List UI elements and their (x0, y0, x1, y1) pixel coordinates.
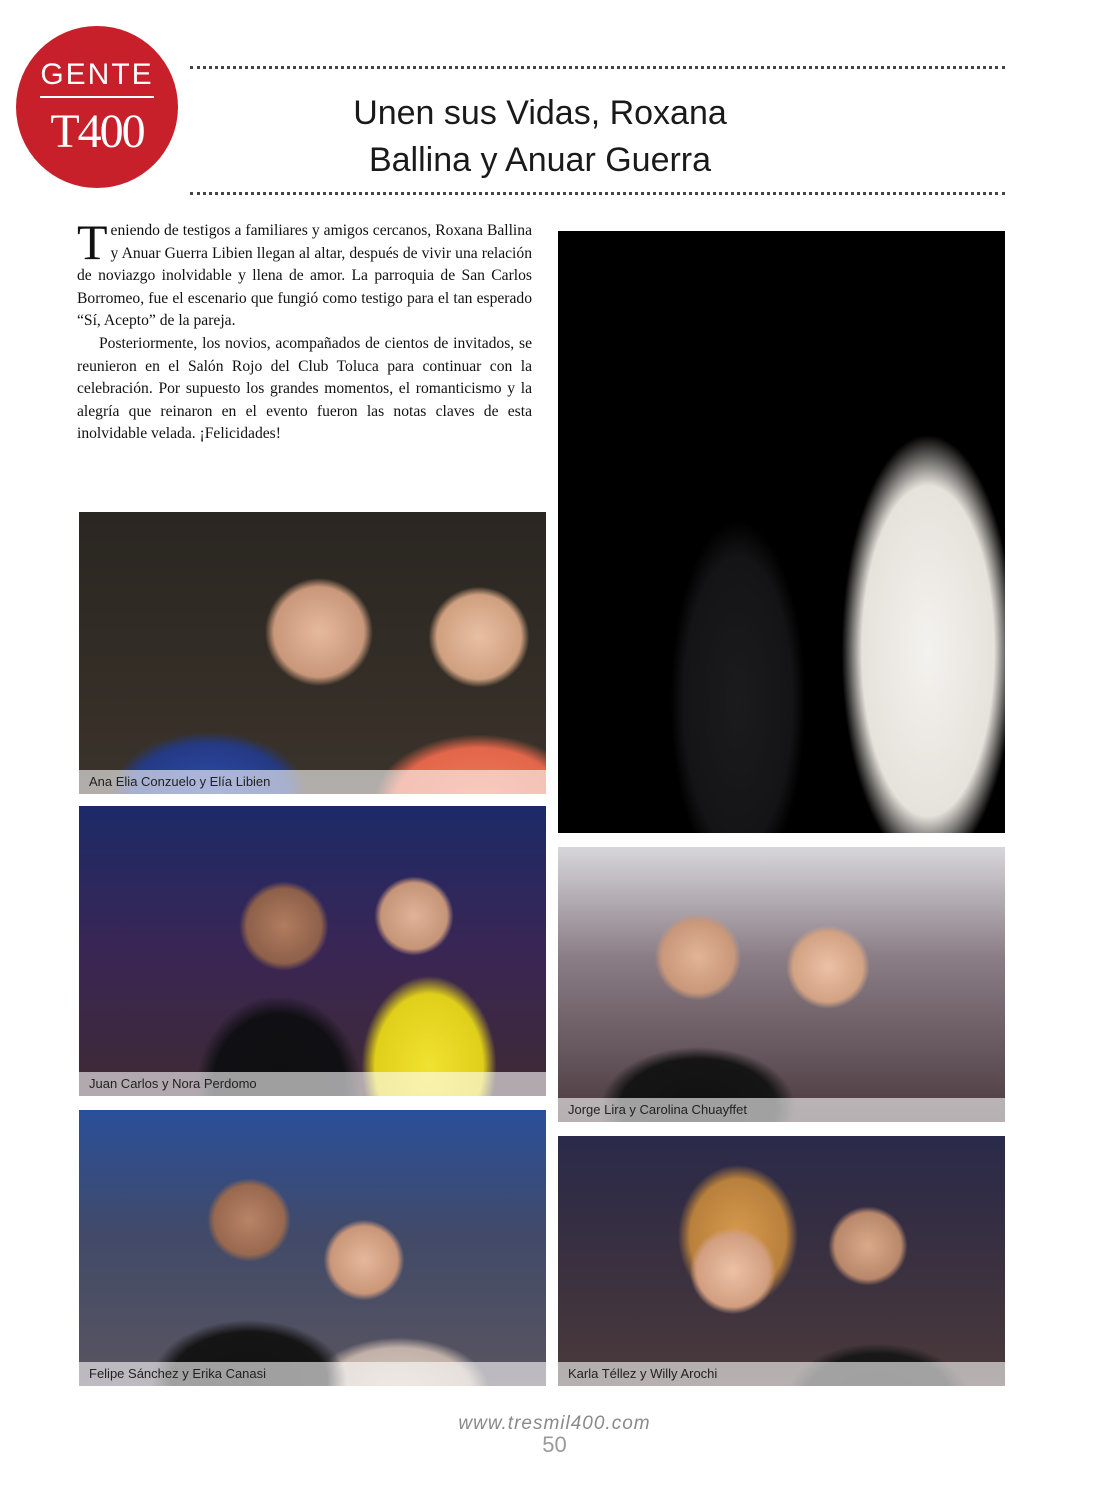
photo-ana-elia (79, 512, 546, 794)
title-line1: Unen sus Vidas, Roxana (353, 94, 727, 132)
drop-cap: T (77, 214, 108, 270)
gente-t400-logo (16, 26, 178, 188)
photo-jorge-lira (558, 847, 1005, 1122)
page-title (280, 90, 800, 184)
logo-number: 400 (77, 105, 144, 158)
photo-felipe-sanchez (79, 1110, 546, 1386)
page-number: 50 (542, 1432, 567, 1457)
photo-juan-carlos (79, 806, 546, 1096)
photo-caption: Juan Carlos y Nora Perdomo (79, 1072, 546, 1096)
photo-karla-tellez (558, 1136, 1005, 1386)
photo-caption: Jorge Lira y Carolina Chuayffet (558, 1098, 1005, 1122)
photo-bride-groom (558, 231, 1005, 833)
photo-caption: Ana Elia Conzuelo y Elía Libien (79, 770, 546, 794)
article-paragraph-1 (77, 214, 532, 333)
title-line2: Ballina y Anuar Guerra (368, 141, 712, 179)
bottom-dotted-rule (190, 192, 1005, 195)
article-paragraph-2: Posteriormente, los novios, acompañados de cientos de invitados, se reunieron en el Salón Rojo del Club Toluca para continuar con la celebración. Por supuesto los grandes momentos, el romanticismo y la alegría que reinaron en el evento fueron las notas claves de esta inolvidable velada. ¡Felicidades! (77, 334, 532, 443)
photo-caption: Karla Téllez y Willy Arochi (558, 1362, 1005, 1386)
article-body (77, 214, 532, 446)
logo-line2 (16, 92, 178, 167)
logo-letter: T (50, 105, 78, 158)
photo-caption: Felipe Sánchez y Erika Canasi (79, 1362, 546, 1386)
logo-line1: GENTE (16, 58, 178, 92)
top-dotted-rule (190, 66, 1005, 69)
paragraph-1-text: eniendo de testigos a familiares y amigos cercanos, Roxana Ballina y Anuar Guerra Libien llegan al altar, después de vivir una relación de noviazgo inolvidable y llena de amor. La parroquia de San Carlos Borromeo, fue el escenario que fungió como testigo para el tan esperado “Sí, Acepto” de la pareja. (77, 222, 532, 330)
footer-url: www.tresmil400.com (458, 1413, 651, 1434)
